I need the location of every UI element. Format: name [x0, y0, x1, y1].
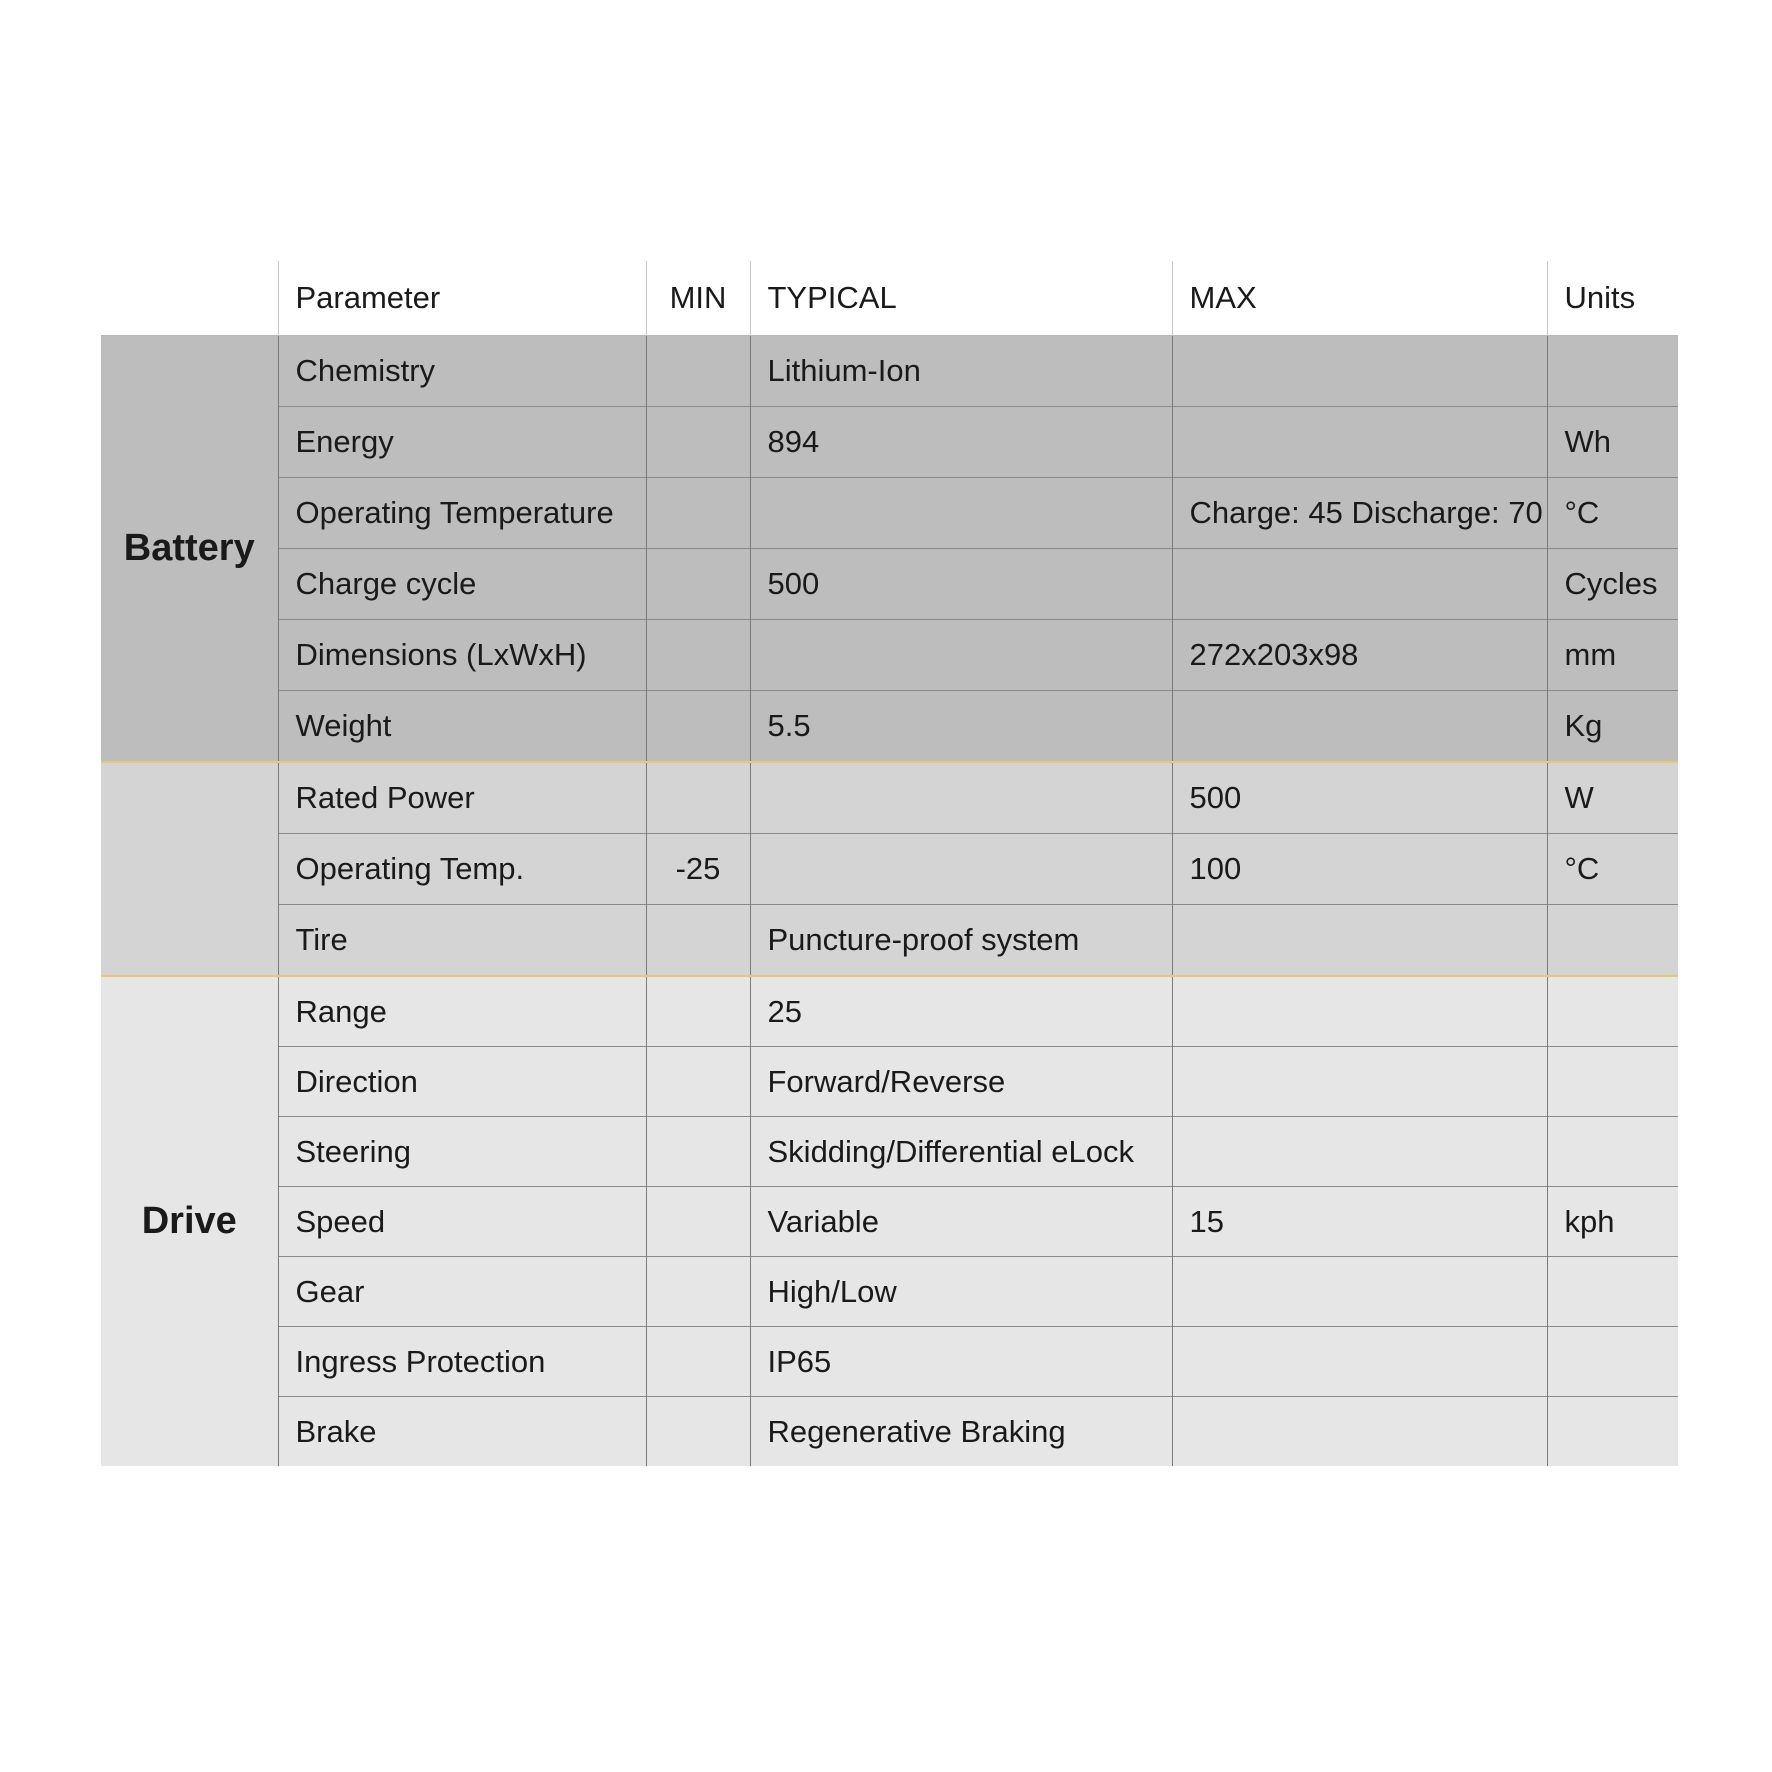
cell-parameter: Rated Power — [278, 762, 646, 834]
cell-min — [646, 1397, 750, 1467]
cell-typical: Lithium-Ion — [750, 336, 1172, 407]
cell-units: kph — [1547, 1187, 1678, 1257]
cell-max — [1172, 1327, 1547, 1397]
group-label-battery: Battery — [101, 336, 278, 763]
table-row — [101, 336, 1678, 407]
cell-units: °C — [1547, 834, 1678, 905]
table-row — [101, 1327, 1678, 1397]
table-row — [101, 976, 1678, 1047]
cell-typical — [750, 834, 1172, 905]
cell-max — [1172, 905, 1547, 977]
table-row — [101, 620, 1678, 691]
cell-units: W — [1547, 762, 1678, 834]
cell-max: 15 — [1172, 1187, 1547, 1257]
cell-min — [646, 1047, 750, 1117]
cell-units — [1547, 1047, 1678, 1117]
cell-parameter: Dimensions (LxWxH) — [278, 620, 646, 691]
cell-min — [646, 976, 750, 1047]
cell-min — [646, 1257, 750, 1327]
cell-min — [646, 407, 750, 478]
cell-parameter: Charge cycle — [278, 549, 646, 620]
cell-units: Kg — [1547, 691, 1678, 763]
table-row — [101, 478, 1678, 549]
cell-typical — [750, 620, 1172, 691]
header-row — [101, 261, 1678, 336]
cell-max — [1172, 1117, 1547, 1187]
cell-typical: High/Low — [750, 1257, 1172, 1327]
cell-max — [1172, 407, 1547, 478]
group-drive — [101, 976, 1678, 1466]
cell-typical: Variable — [750, 1187, 1172, 1257]
table-row — [101, 407, 1678, 478]
header-parameter: Parameter — [278, 261, 646, 336]
cell-parameter: Steering — [278, 1117, 646, 1187]
cell-parameter: Brake — [278, 1397, 646, 1467]
cell-min — [646, 549, 750, 620]
cell-max: 272x203x98 — [1172, 620, 1547, 691]
table-row — [101, 834, 1678, 905]
cell-max — [1172, 336, 1547, 407]
cell-units: °C — [1547, 478, 1678, 549]
cell-max — [1172, 976, 1547, 1047]
cell-typical — [750, 478, 1172, 549]
cell-min — [646, 1187, 750, 1257]
header-max: MAX — [1172, 261, 1547, 336]
cell-units — [1547, 1327, 1678, 1397]
group-label-drive: Drive — [101, 976, 278, 1466]
cell-min — [646, 336, 750, 407]
cell-typical: Forward/Reverse — [750, 1047, 1172, 1117]
cell-parameter: Operating Temperature — [278, 478, 646, 549]
cell-parameter: Energy — [278, 407, 646, 478]
table-header — [101, 261, 1678, 336]
header-min: MIN — [646, 261, 750, 336]
cell-min — [646, 905, 750, 977]
cell-max — [1172, 1257, 1547, 1327]
cell-parameter: Weight — [278, 691, 646, 763]
cell-typical: 894 — [750, 407, 1172, 478]
cell-typical: Regenerative Braking — [750, 1397, 1172, 1467]
cell-units: Cycles — [1547, 549, 1678, 620]
cell-parameter: Range — [278, 976, 646, 1047]
cell-units — [1547, 1257, 1678, 1327]
table-row — [101, 905, 1678, 977]
group-label-unlabeled — [101, 762, 278, 976]
cell-typical: Puncture-proof system — [750, 905, 1172, 977]
cell-min — [646, 691, 750, 763]
cell-max — [1172, 1397, 1547, 1467]
cell-typical: Skidding/Differential eLock — [750, 1117, 1172, 1187]
cell-min — [646, 478, 750, 549]
cell-parameter: Chemistry — [278, 336, 646, 407]
cell-max — [1172, 549, 1547, 620]
cell-max — [1172, 1047, 1547, 1117]
header-units: Units — [1547, 261, 1678, 336]
group-battery — [101, 336, 1678, 763]
cell-max: 100 — [1172, 834, 1547, 905]
group-motor — [101, 762, 1678, 976]
table-row — [101, 1257, 1678, 1327]
cell-units — [1547, 905, 1678, 977]
cell-parameter: Tire — [278, 905, 646, 977]
cell-typical — [750, 762, 1172, 834]
header-typical: TYPICAL — [750, 261, 1172, 336]
cell-parameter: Speed — [278, 1187, 646, 1257]
cell-typical: 500 — [750, 549, 1172, 620]
cell-min — [646, 620, 750, 691]
cell-min: -25 — [646, 834, 750, 905]
table-row — [101, 691, 1678, 763]
cell-typical: 5.5 — [750, 691, 1172, 763]
cell-typical: 25 — [750, 976, 1172, 1047]
table-row — [101, 1187, 1678, 1257]
cell-min — [646, 1117, 750, 1187]
cell-max — [1172, 691, 1547, 763]
table-row — [101, 1117, 1678, 1187]
cell-typical: IP65 — [750, 1327, 1172, 1397]
cell-parameter: Gear — [278, 1257, 646, 1327]
table-row — [101, 1047, 1678, 1117]
cell-units — [1547, 1117, 1678, 1187]
cell-units — [1547, 1397, 1678, 1467]
cell-min — [646, 762, 750, 834]
cell-units — [1547, 336, 1678, 407]
cell-units: mm — [1547, 620, 1678, 691]
header-corner — [101, 261, 278, 336]
cell-parameter: Direction — [278, 1047, 646, 1117]
cell-parameter: Ingress Protection — [278, 1327, 646, 1397]
cell-parameter: Operating Temp. — [278, 834, 646, 905]
table-row — [101, 1397, 1678, 1467]
cell-min — [646, 1327, 750, 1397]
cell-units: Wh — [1547, 407, 1678, 478]
table-row — [101, 762, 1678, 834]
cell-units — [1547, 976, 1678, 1047]
cell-max: Charge: 45 Discharge: 70 — [1172, 478, 1547, 549]
cell-max: 500 — [1172, 762, 1547, 834]
spec-table — [101, 261, 1678, 1466]
table-row — [101, 549, 1678, 620]
